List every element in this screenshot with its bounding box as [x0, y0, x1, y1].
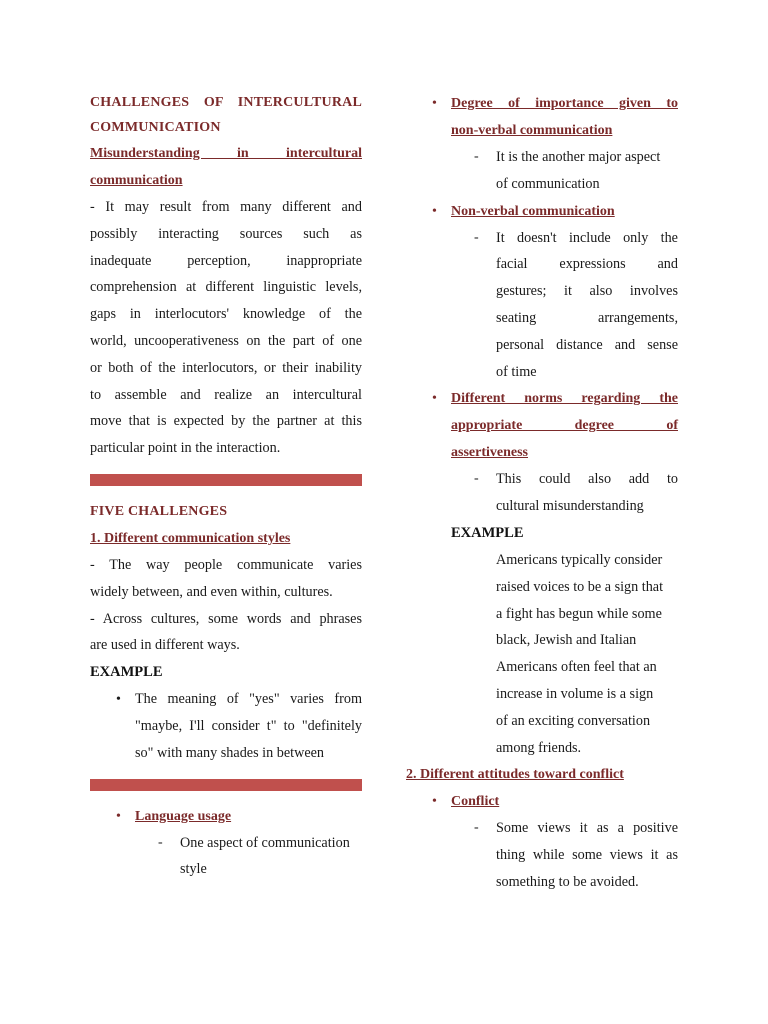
text-line: personal distance and sense — [496, 336, 678, 353]
misunderstanding-paragraph — [90, 194, 362, 462]
nonverbal-item — [474, 225, 678, 386]
nonverbal-bullet — [432, 198, 678, 225]
text-line: gestures; it also involves — [496, 283, 678, 300]
text-line: facial expressions and — [496, 256, 678, 273]
text-line: possibly interacting sources such as — [90, 225, 362, 242]
dash-marker: - — [474, 149, 479, 164]
bullet-icon: • — [432, 391, 437, 407]
text-line: thing while some views it as — [496, 847, 678, 864]
title-line-1: CHALLENGES OF INTERCULTURAL — [90, 95, 362, 110]
language-usage-heading: Language usage — [135, 808, 232, 824]
conflict-heading: Conflict — [451, 794, 500, 810]
text-line: black, Jewish and Italian — [496, 632, 637, 649]
text-line: so" with many shades in between — [135, 744, 325, 761]
text-line: of time — [496, 363, 537, 380]
text-line: inadequate perception, inappropriate — [90, 252, 362, 269]
text-line: Americans often feel that an — [496, 659, 657, 676]
text-line: Americans typically consider — [496, 551, 663, 568]
bullet-icon: • — [116, 808, 121, 824]
text-line: cultural misunderstanding — [496, 498, 644, 515]
misunderstanding-heading-line-2: communication — [90, 173, 183, 188]
bullet-icon: • — [432, 203, 437, 219]
attitudes-heading: 2. Different attitudes toward conflict — [406, 767, 624, 783]
text-line: It doesn't include only the — [496, 229, 678, 246]
text-line: among friends. — [496, 739, 582, 756]
language-usage-item — [158, 830, 362, 884]
example-label: EXAMPLE — [90, 664, 163, 681]
text-line: world, uncooperativeness on the part of one — [90, 332, 362, 349]
section-divider — [90, 474, 362, 486]
example-label: EXAMPLE — [451, 524, 524, 541]
text-line: gaps in interlocutors' knowledge of the — [90, 306, 362, 323]
five-challenges-heading: FIVE CHALLENGES — [90, 503, 228, 519]
text-line: of communication — [496, 175, 600, 192]
norms-heading-line-3: assertiveness — [451, 445, 528, 461]
bullet-icon: • — [432, 96, 437, 111]
text-line: comprehension at different linguistic levels, — [90, 279, 362, 296]
text-line: - The way people communicate varies — [90, 556, 362, 573]
bullet-icon: • — [432, 794, 437, 810]
degree-heading-line-2: non-verbal communication — [451, 123, 613, 138]
text-line: style — [180, 861, 207, 878]
dash-marker: - — [158, 834, 163, 850]
text-line: - It may result from many different and — [90, 199, 362, 215]
norms-item — [474, 466, 678, 520]
text-line: seating arrangements, — [496, 309, 678, 326]
degree-bullet — [432, 90, 678, 144]
conflict-bullet — [432, 788, 678, 815]
title-line-2: COMMUNICATION — [90, 120, 221, 135]
dash-marker: - — [474, 820, 479, 836]
misunderstanding-heading-line-1: Misunderstanding in intercultural — [90, 146, 362, 161]
norms-heading-line-2: appropriate degree of — [451, 418, 678, 434]
bullet-icon: • — [116, 692, 121, 708]
text-line: increase in volume is a sign — [496, 685, 654, 702]
text-line: Some views it as a positive — [496, 820, 678, 837]
text-line: are used in different ways. — [90, 637, 240, 654]
text-line: something to be avoided. — [496, 873, 639, 890]
text-line: particular point in the interaction. — [90, 440, 281, 457]
dash-marker: - — [474, 229, 479, 245]
dash-marker: - — [474, 471, 479, 487]
norms-heading-line-1: Different norms regarding the — [451, 391, 678, 407]
text-line: raised voices to be a sign that — [496, 578, 664, 595]
language-usage-bullet — [116, 803, 362, 830]
styles-paragraph — [90, 552, 362, 659]
section-divider — [90, 779, 362, 791]
text-line: It is the another major aspect — [496, 149, 661, 165]
text-line: of an exciting conversation — [496, 712, 651, 729]
text-line: "maybe, I'll consider t" to "definitely — [135, 717, 362, 734]
text-line: move that is expected by the partner at this — [90, 413, 362, 430]
text-line: One aspect of communication — [180, 834, 350, 851]
conflict-item — [474, 815, 678, 895]
degree-item — [474, 144, 678, 198]
example-bullet — [116, 686, 362, 766]
example-paragraph — [496, 547, 678, 761]
text-line: widely between, and even within, cultures. — [90, 583, 333, 600]
text-line: - Across cultures, some words and phrases — [90, 610, 362, 627]
text-line: or both of the interlocutors, or their inability — [90, 359, 362, 376]
text-line: a fight has begun while some — [496, 605, 662, 622]
right-column — [406, 90, 678, 896]
styles-heading: 1. Different communication styles — [90, 530, 291, 546]
nonverbal-heading: Non-verbal communication — [451, 203, 615, 219]
text-line: This could also add to — [496, 471, 678, 488]
text-line: to assemble and realize an intercultural — [90, 386, 362, 403]
left-column — [90, 90, 362, 883]
text-line: The meaning of "yes" varies from — [135, 691, 362, 708]
degree-heading-line-1: Degree of importance given to — [451, 96, 678, 111]
norms-bullet — [432, 385, 678, 466]
